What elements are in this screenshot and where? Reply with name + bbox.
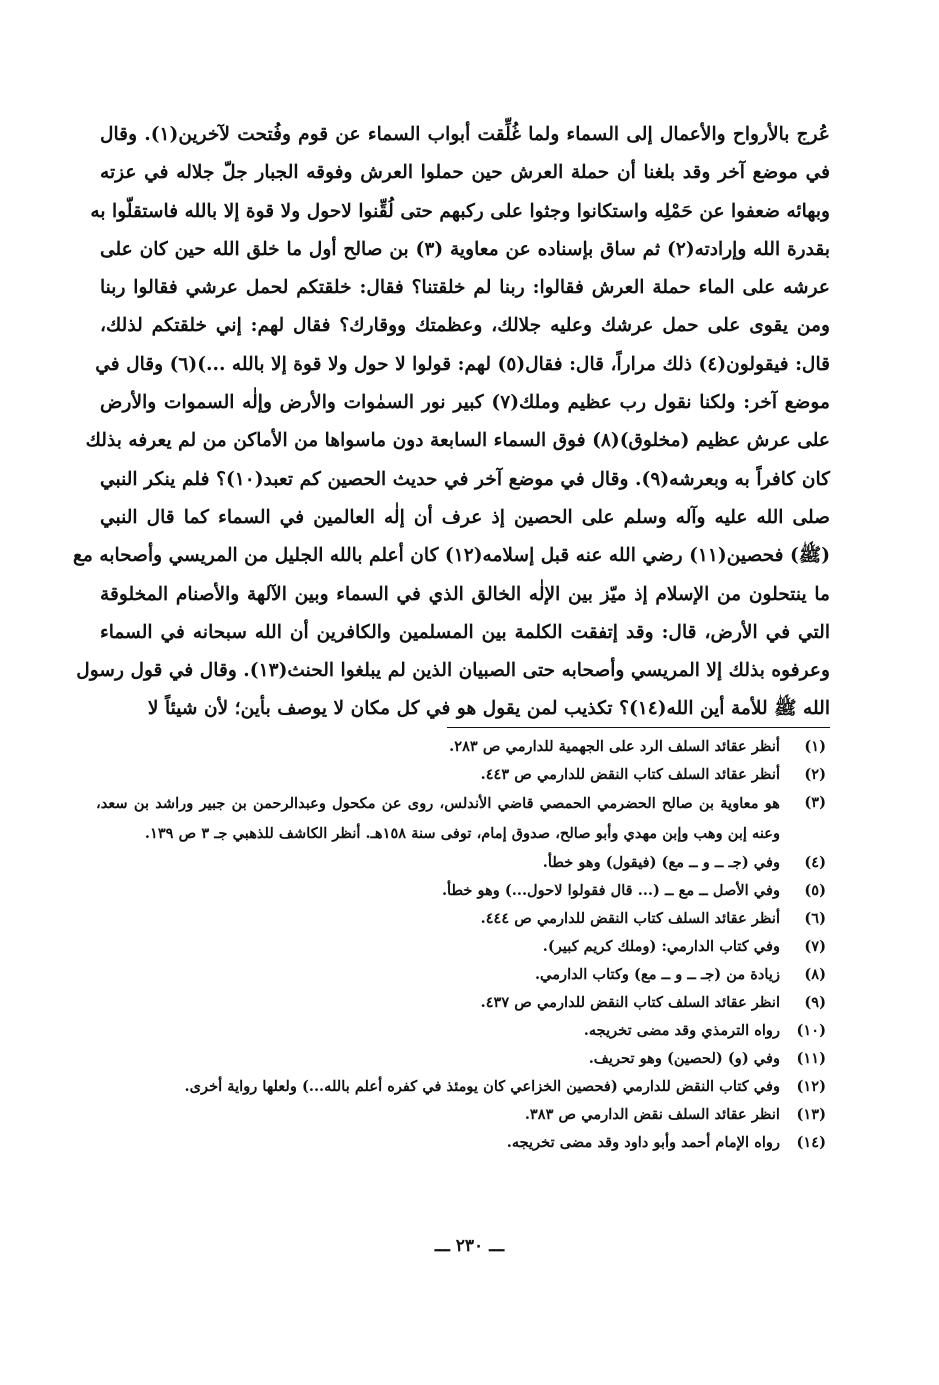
footnote-text: وفي الأصل ــ مع ــ (... قال فقولوا لاحول...) وهو خطأ. (441, 882, 780, 899)
footnote-text: هو معاوية بن صالح الحضرمي الحمصي قاضي الأندلس، روى عن مكحول وعبدالرحمن بن جبير وراشد بن سعد، وعنه إبن وهب وإبن مهدي وأبو صالح، صدوق إمام، توفى سنة ١٥٨هـ. أنظر الكاشف للذهبي جـ ٣ ص ١٣٩. (96, 795, 780, 842)
footnote-number: (١٤) (796, 1134, 826, 1151)
footnote-number: (١) (804, 738, 826, 755)
footnote-text: أنظر عقائد السلف كتاب النقض للدارمي ص ٤٤٣. (480, 766, 780, 783)
footnote-number: (٥) (804, 882, 826, 899)
footnote (96, 877, 830, 905)
text-line: قال: فيقولون(٤) ذلك مراراً، قال: فقال(٥) لهم: قولوا لا حول ولا قوة إلا بالله ...)(٦) وقال في (95, 353, 830, 375)
footnote (96, 733, 830, 761)
footnote-text: أنظر عقائد السلف الرد على الجهمية للدارمي ص ٢٨٣. (449, 738, 780, 755)
footnote-number: (١٠) (796, 1022, 826, 1039)
footnote-text: أنظر عقائد السلف كتاب النقض للدارمي ص ٤٤٤. (480, 910, 780, 927)
text-line: على عرش عظيم (مخلوق)(٨) فوق السماء السابعة دون ماسواها من الأماكن من لم يعرفه بذلك (85, 430, 830, 452)
text-line: (ﷺ) فحصين(١١) رضي الله عنه قبل إسلامه(١٢) كان أعلم بالله الجليل من المريسي وأصحابه مع (73, 545, 830, 567)
footnote-text: وفي (جـ ــ و ــ مع) (فيقول) وهو خطأ. (542, 854, 780, 871)
footnote-text: انظر عقائد السلف كتاب النقض للدارمي ص ٤٣٧. (480, 994, 780, 1011)
footnote (96, 1129, 830, 1157)
footnote-number: (٦) (804, 910, 826, 927)
text-line: صلى الله عليه وآله وسلم على الحصين إذ عرف أن إلٰه العالمين في السماء كما قال النبي (100, 506, 830, 528)
page-number: ـــ ٢٣٠ ـــ (434, 1236, 505, 1256)
text-line: كان كافراً به وبعرشه(٩). وقال في موضع آخر في حديث الحصين كم تعبد(١٠)؟ فلم ينكر النبي (100, 468, 830, 490)
footnote (96, 961, 830, 989)
footnote (96, 1017, 830, 1045)
text-line: عُرج بالأرواح والأعمال إلى السماء ولما غُلِّقت أبواب السماء عن قوم وفُتحت لآخرين(١). وقال (100, 124, 830, 145)
footnote-text: رواه الإمام أحمد وأبو داود وقد مضى تخريجه. (506, 1134, 780, 1151)
footnote-number: (٧) (804, 938, 826, 955)
text-line: ومن يقوى على حمل عرشك وعليه جلالك، وعظمتك ووقارك؟ فقال لهم: إني خلقتكم لذلك، (100, 315, 830, 337)
footnote-number: (٣) (804, 794, 826, 811)
text-line: في موضع آخر وقد بلغنا أن حملة العرش حين حملوا العرش وفوقه الجبار جلّ جلاله في عزته (100, 162, 830, 184)
footnote-text: وفي كتاب الدارمي: (وملك كريم كبير). (542, 938, 780, 955)
footnote (96, 933, 830, 961)
footnote-text: وفي كتاب النقض للدارمي (فحصين الخزاعي كان يومئذ في كفره أعلم بالله...) ولعلها رواية أخرى. (184, 1078, 780, 1095)
footnote-text: وفي (و) (لحصين) وهو تحريف. (588, 1050, 780, 1067)
footnote-number: (٤) (804, 854, 826, 871)
footnote (96, 1073, 830, 1101)
footnote-number: (٢) (804, 766, 826, 783)
footnote-number: (٩) (804, 994, 826, 1011)
text-line: عرشه على الماء حملة العرش فقالوا: ربنا لم خلقتنا؟ فقال: خلقتكم لحمل عرشي فقالوا ربنا (100, 277, 830, 299)
text-line: التي في الأرض، قال: وقد إتفقت الكلمة بين المسلمين والكافرين أن الله سبحانه في السماء (100, 621, 830, 643)
text-line: موضع آخر: ولكنا نقول رب عظيم وملك(٧) كبير نور السمٰوات والأرض وإلٰه السموات والأرض (100, 392, 830, 414)
text-line: ما ينتحلون من الإسلام إذ ميّز بين الإلٰه الخالق الذي في السماء وبين الآلهة والأصنام المخلوقة (100, 583, 830, 605)
footnote (96, 1045, 830, 1073)
text-line: بقدرة الله وإرادته(٢) ثم ساق بإسناده عن معاوية (٣) بن صالح أول ما خلق الله حين كان على (100, 238, 831, 260)
footnote-text: انظر عقائد السلف نقض الدارمي ص ٣٨٣. (524, 1106, 780, 1123)
main-text (73, 116, 831, 729)
footnote-text: رواه الترمذي وقد مضى تخريجه. (583, 1022, 780, 1039)
footnote (96, 989, 830, 1017)
footnote (96, 789, 830, 849)
text-line: وبهائه ضعفوا عن حَمْلِه واستكانوا وجثوا على ركبهم حتى لُقِّنوا لاحول ولا قوة إلا بالله فاستقلّوا به (90, 200, 830, 222)
footnote (96, 1101, 830, 1129)
footnote (96, 905, 830, 933)
footnote (96, 849, 830, 877)
footnote (96, 761, 830, 789)
text-line: وعرفوه بذلك إلا المريسي وأصحابه حتى الصبيان الذين لم يبلغوا الحنث(١٣). وقال في قول رسول (76, 660, 830, 682)
footnote-number: (١٣) (796, 1106, 826, 1123)
text-line: الله ﷺ للأمة أين الله(١٤)؟ تكذيب لمن يقول هو في كل مكان لا يوصف بأين؛ لأن شيئاً لا (147, 698, 830, 720)
footnote-number: (١١) (796, 1050, 826, 1067)
footnote-separator (447, 727, 830, 728)
footnote-text: زيادة من (جـ ــ و ــ مع) وكتاب الدارمي. (534, 966, 780, 983)
footnotes (96, 733, 830, 1157)
footnote-number: (٨) (804, 966, 826, 983)
footnote-number: (١٢) (796, 1078, 826, 1095)
